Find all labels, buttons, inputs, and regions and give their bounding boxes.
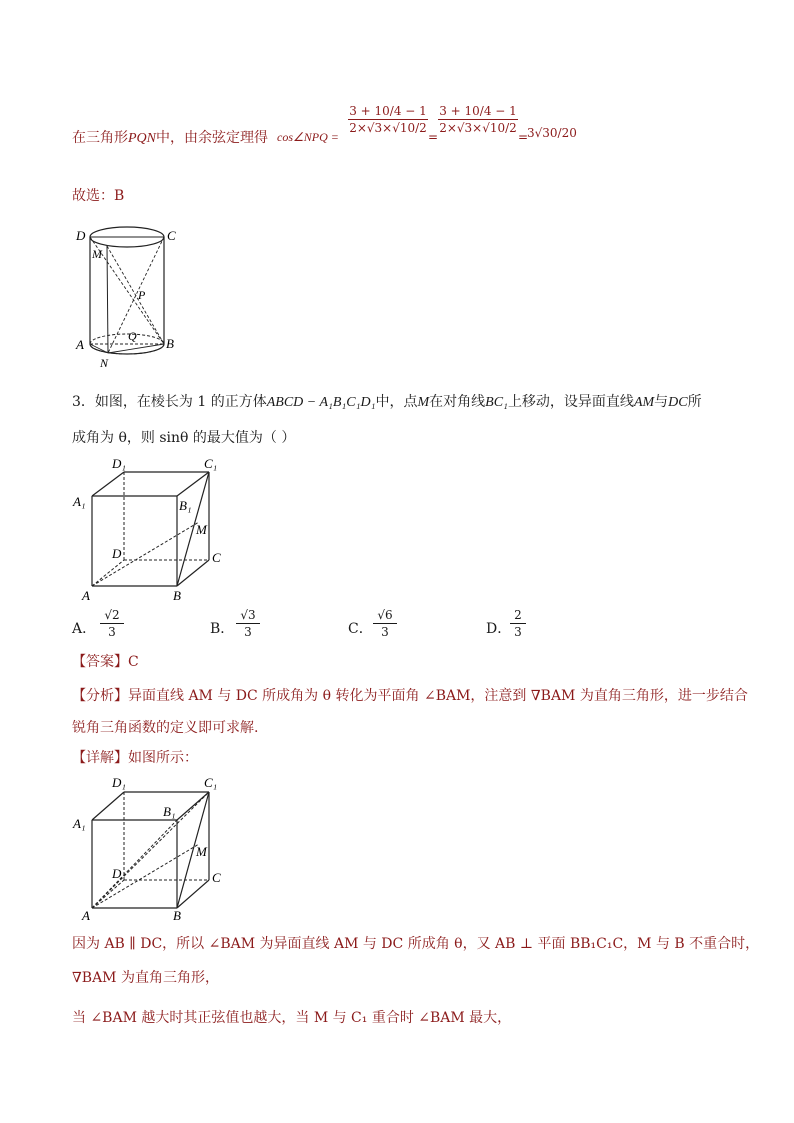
cube1-label-a1: A₁ — [73, 494, 86, 509]
fraction-second-numerator: 3 + 10/4 − 1 — [439, 104, 517, 118]
cube2-label-c: C — [212, 870, 221, 885]
detail-line2: ∇BAM 为直角三角形， — [72, 970, 219, 986]
cube1-label-m: M — [196, 522, 207, 537]
fraction-first-numerator: 3 + 10/4 − 1 — [349, 104, 427, 118]
cyl-label-d: D — [76, 228, 86, 243]
cube2-label-b1: B₁ — [163, 804, 176, 819]
cosine-prefix: 在三角形 — [72, 130, 128, 146]
cube1-label-d: D — [112, 546, 122, 561]
fraction-first-denominator: 2×√3×√10/2 — [349, 121, 427, 135]
cube-figure-detail — [72, 772, 232, 922]
cube2-label-d1: D₁ — [112, 775, 126, 790]
option-d-denominator: 3 — [514, 625, 522, 639]
option-a-letter: A． — [72, 621, 97, 637]
cube1-label-b: B — [173, 588, 181, 603]
cube1-label-d1: D₁ — [112, 456, 126, 471]
cube2-label-b: B — [173, 908, 181, 922]
analysis-tag: 【分析】 — [72, 688, 128, 704]
answer-selection-line: 故选：B — [72, 188, 125, 204]
cube2-label-d: D — [112, 866, 122, 881]
cylinder-figure — [72, 222, 182, 372]
option-d-letter: D． — [486, 621, 512, 637]
analysis-line2: 锐角三角函数的定义即可求解. — [72, 720, 259, 736]
fraction-second — [438, 104, 518, 135]
cyl-label-m: M — [92, 247, 102, 261]
cyl-label-b: B — [166, 336, 174, 351]
cube2-label-a1: A₁ — [73, 816, 86, 831]
cube1-label-c1: C₁ — [204, 456, 218, 471]
question3-line2: 成角为 θ，则 sinθ 的最大值为（ ） — [72, 430, 296, 446]
cosine-mid: 中，由余弦定理得 — [156, 130, 268, 146]
cube1-label-a: A — [82, 588, 90, 603]
cube1-label-b1: B₁ — [179, 498, 192, 513]
cyl-label-q: Q — [128, 329, 137, 343]
option-d-numerator: 2 — [514, 608, 522, 622]
analysis-line1: 【分析】异面直线 AM 与 DC 所成角为 θ 转化为平面角 ∠BAM，注意到 ∇BAM 为直角三角形，进一步结合 — [72, 688, 748, 704]
detail-heading: 【详解】如图所示： — [72, 750, 198, 766]
equals-sign-1: = — [428, 130, 439, 144]
cyl-label-p: P — [138, 288, 146, 302]
cos-expression: cos∠NPQ = — [277, 130, 339, 144]
cube-figure-question — [72, 454, 232, 604]
cube1-label-c: C — [212, 550, 221, 565]
triangle-name: PQN — [128, 131, 156, 146]
option-a-denominator: 3 — [108, 625, 116, 639]
question3-line1: 3．如图，在棱长为 1 的正方体ABCD − A₁B₁C₁D₁中，点M在对角线BC₁上移动，设异面直线AM与DC所 — [72, 394, 702, 410]
cube2-label-a: A — [82, 908, 90, 922]
option-c-numerator: √6 — [377, 608, 393, 622]
option-a-numerator: √2 — [104, 608, 120, 622]
cyl-label-a: A — [76, 337, 84, 352]
answer-value: C — [128, 654, 139, 670]
detail-line1: 因为 AB ∥ DC，所以 ∠BAM 为异面直线 AM 与 DC 所成角 θ，又 AB ⊥ 平面 BB₁C₁C，M 与 B 不重合时， — [72, 936, 760, 952]
cube2-label-c1: C₁ — [204, 775, 218, 790]
option-b-denominator: 3 — [244, 625, 252, 639]
fraction-first — [348, 104, 428, 135]
detail-line3: 当 ∠BAM 越大时其正弦值也越大，当 M 与 C₁ 重合时 ∠BAM 最大， — [72, 1010, 512, 1026]
detail-tag: 【详解】 — [72, 750, 128, 766]
option-b-numerator: √3 — [240, 608, 256, 622]
cosine-result: 3√30/20 — [527, 126, 577, 140]
cyl-label-c: C — [167, 228, 176, 243]
cyl-label-n: N — [100, 356, 109, 370]
option-c-letter: C． — [348, 621, 373, 637]
answer-tag: 【答案】 — [72, 654, 128, 670]
answer-line — [72, 652, 139, 672]
cube2-label-m: M — [196, 844, 207, 859]
fraction-second-denominator: 2×√3×√10/2 — [439, 121, 517, 135]
cube-name: ABCD − A₁B₁C₁D₁ — [266, 395, 376, 410]
cosine-rule-line — [72, 128, 268, 149]
option-c-denominator: 3 — [381, 625, 389, 639]
equals-sign-2: = — [518, 130, 529, 144]
option-b-letter: B． — [210, 621, 235, 637]
